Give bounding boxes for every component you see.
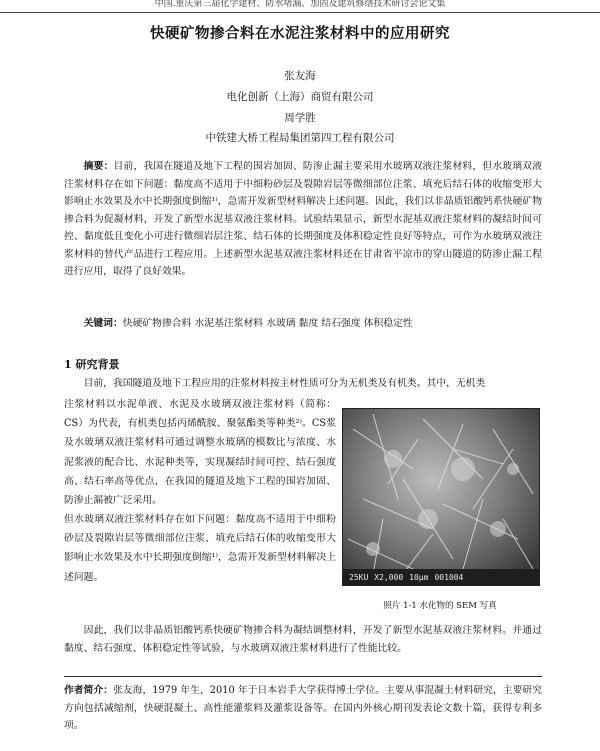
sem-photo xyxy=(342,408,540,586)
footnote-divider xyxy=(64,676,542,677)
sem-scale: 10μm xyxy=(409,573,429,582)
sem-magnification: X2,000 xyxy=(374,573,404,582)
author-affiliation-2: 中铁建大桥工程局集团第四工程有限公司 xyxy=(205,132,395,144)
paper-title: 快硬矿物掺合料在水泥注浆材料中的应用研究 xyxy=(150,25,450,42)
abstract-label: 摘要： xyxy=(83,161,114,172)
figure-caption: 照片 1-1 水化物的 SEM 写真 xyxy=(383,601,497,611)
abstract-text: 目前，我国在隧道及地下工程的围岩加固、防渗止漏主要采用水玻璃双液注浆材料，但水玻璃双液注浆材料存在如下问题：黏度高不适用于中细粉砂层及裂隙岩层等微细部位注浆、填充后结石体的收缩变形大影响止水效果及水中长期强度倒缩¹⁾，急需开发新型材料解决上述问题。因此，我们以非晶质铝酸钙系快硬矿物掺合料为促凝材料，开发了新型水泥基双液注浆材料。试验结果显示，新型水泥基双液注浆材料的凝结时间可控、黏度低且变化小可进行微细岩层注浆、结石体的长期强度及体积稳定性良好等特点，可作为水玻璃双液注浆材料的替代产品进行工程应用。上述新型水泥基双液注浆材料还在甘肃省平凉市的穿山隧道的防渗止漏工程进行应用，取得了良好效果。 xyxy=(64,161,543,277)
keywords xyxy=(64,315,542,333)
section-intro: 目前，我国隧道及地下工程应用的注浆材料按主材性质可分为无机类及有机类。其中，无机类 xyxy=(83,378,486,389)
sem-id: 001004 xyxy=(434,573,464,582)
author-name-1: 张友海 xyxy=(284,70,316,82)
keywords-text: 快硬矿物掺合料 水泥基注浆材料 水玻璃 黏度 结石强度 体积稳定性 xyxy=(122,318,413,329)
author-note xyxy=(64,682,542,735)
author-note-text: 张友海，1979 年生，2010 年于日本岩手大学获得博士学位。主要从事混凝土材料研究，主要研究方向包括减缩剂，快硬混凝土、高性能灌浆料及灌浆设备等。在国内外核心期刊发表论文数十篇，获得专利多项。 xyxy=(64,685,543,731)
running-header: 中国.重庆第三届化学建材、防水堵漏、加固及建筑修缮技术研讨会论文集 xyxy=(0,0,600,13)
body-paragraph-2: 但水玻璃双液注浆材料存在如下问题：黏度高不适用于中细粉砂层及裂隙岩层等微细部位注浆、填充后结石体的收缩变形大影响止水效果及水中长期强度倒缩¹⁾，急需开发新型材料解决上述问题。 xyxy=(64,514,336,583)
closing-paragraph: 因此，我们以非晶质铝酸钙系快硬矿物掺合料为凝结调整材料，开发了新型水泥基双液注浆材料。并通过黏度、结石强度、体积稳定性等试验，与水玻璃双液注浆材料进行了性能比较。 xyxy=(64,625,542,654)
sem-kv: 25KU xyxy=(349,573,369,582)
keywords-label: 关键词： xyxy=(83,318,123,329)
sem-texture xyxy=(343,409,539,585)
body-paragraph-1: 注浆材料以水泥单液、水泥及水玻璃双液注浆材料（简称：CS）为代表，有机类包括丙烯酰胺、聚氨酯类等种类²⁾。CS浆及水玻璃双液注浆材料可通过调整水玻璃的模数比与浓度、水泥浆液的配合比、水泥种类等，实现凝结时间可控、结石强度高、结石率高等优点，在我国的隧道及地下工程的围岩加固、防渗止漏被广泛采用。 xyxy=(64,399,336,507)
section-heading: 1 研究背景 xyxy=(64,358,120,371)
sem-scale-bar xyxy=(349,573,533,582)
author-affiliation-1: 电化创新（上海）商贸有限公司 xyxy=(226,91,374,103)
author-note-label: 作者简介： xyxy=(64,685,114,696)
author-name-2: 周学胜 xyxy=(284,112,316,124)
abstract xyxy=(64,158,542,281)
